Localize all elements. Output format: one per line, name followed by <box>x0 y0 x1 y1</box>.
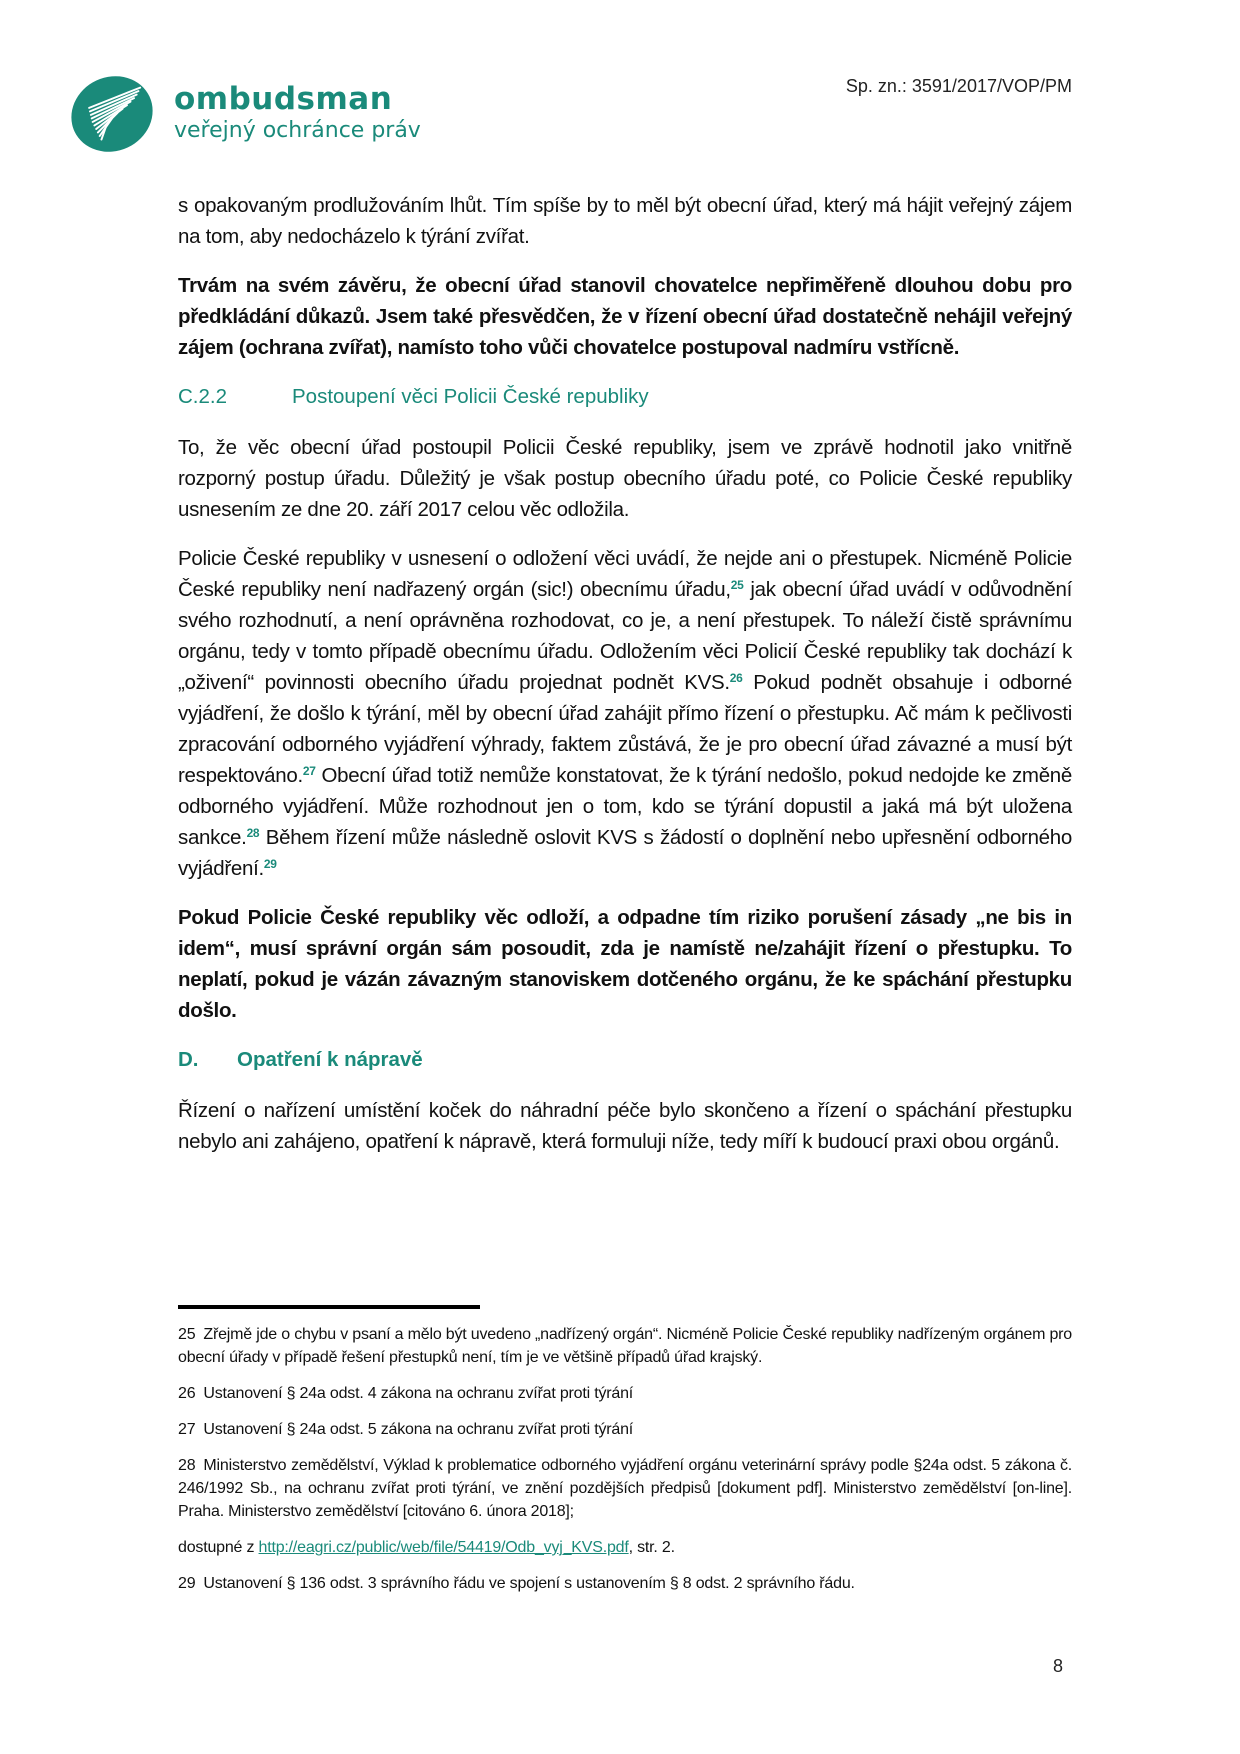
section-heading-c22 <box>178 381 1072 412</box>
footnote-25 <box>178 1323 1072 1369</box>
footnote-ref-29[interactable]: 29 <box>263 857 277 871</box>
paragraph-conclusion: Trvám na svém závěru, že obecní úřad stanovil chovatelce nepřiměřeně dlouhou dobu pro předkládání důkazů. Jsem také přesvědčen, že v řízení obecní úřad dostatečně nehájil veřejný zájem (ochrana zvířat), namísto toho vůči chovatelce postupoval nadmíru vstřícně. <box>178 274 1072 359</box>
footnote-separator <box>178 1305 480 1309</box>
footnote-text: dostupné z <box>178 1539 259 1556</box>
footnote-27 <box>178 1418 1072 1441</box>
logo-subtitle: veřejný ochránce práv <box>174 118 421 143</box>
section-number: D. <box>178 1048 199 1071</box>
paragraph-conclusion: Pokud Policie České republiky věc odloží, a odpadne tím riziko porušení zásady „ne bis in idem“, musí správní orgán sám posoudit, zda je namístě ne/zahájit řízení o přestupku. To neplatí, pokud je vázán závazným stanoviskem dotčeného orgánu, že ke spáchání přestupku došlo. <box>178 906 1072 1022</box>
footnote-number: 26 <box>178 1385 196 1402</box>
text-span: jak obecní úřad uvádí v odůvodnění svého rozhodnutí, a není oprávněna rozhodovat, co je, a není přestupek. To náleží čistě správnímu orgánu, tedy v tomto případě obecnímu úřadu. Odložením věci Policií České republiky tak dochází k „oživení“ povinnosti obecního úřadu projednat podnět KVS. <box>178 578 1072 694</box>
source-link[interactable]: http://eagri.cz/public/web/file/54419/Odb_vyj_KVS.pdf <box>258 1539 629 1556</box>
text-span: Policie České republiky v usnesení o odložení věci uvádí, že nejde ani o přestupek. Nicméně Policie České republiky není nadřazený orgán (sic!) obecnímu úřadu, <box>178 547 1072 601</box>
paragraph: s opakovaným prodlužováním lhůt. Tím spíše by to měl být obecní úřad, který má hájit veřejný zájem na tom, aby nedocházelo k týrání zvířat. <box>178 194 1072 248</box>
footnote-text: Ustanovení § 24a odst. 5 zákona na ochranu zvířat proti týrání <box>203 1421 634 1438</box>
footnote-28 <box>178 1454 1072 1523</box>
reference-number: Sp. zn.: 3591/2017/VOP/PM <box>845 76 1072 96</box>
text-span: Obecní úřad totiž nemůže konstatovat, že k týrání nedošlo, pokud nedojde ke změně odborného vyjádření. Může rozhodnout jen o tom, kdo se týrání dopustil a jaká má být uložena sankce. <box>178 764 1072 849</box>
text-span: Během řízení může následně oslovit KVS s žádostí o doplnění nebo upřesnění odborného vyjádření. <box>178 826 1072 880</box>
footnote-ref-25[interactable]: 25 <box>730 578 744 592</box>
footnote-text: Ustanovení § 24a odst. 4 zákona na ochranu zvířat proti týrání <box>203 1385 634 1402</box>
paragraph: Řízení o nařízení umístění koček do náhradní péče bylo skončeno a řízení o spáchání přestupku nebylo ani zahájeno, opatření k nápravě, která formuluji níže, tedy míří k budoucí praxi obou orgánů. <box>178 1099 1072 1153</box>
text-span: Pokud podnět obsahuje i odborné vyjádření, že došlo k týrání, měl by obecní úřad zahájit přímo řízení o přestupku. Ač mám k pečlivosti zpracování odborného vyjádření výhrady, faktem zůstává, že je pro obecní úřad závazné a musí být respektováno. <box>178 671 1072 787</box>
footnote-number: 29 <box>178 1575 196 1592</box>
footnote-ref-28[interactable]: 28 <box>246 826 260 840</box>
footnotes <box>178 1323 1072 1608</box>
footnote-28-source <box>178 1536 1072 1559</box>
section-title: Opatření k nápravě <box>237 1048 423 1071</box>
footnote-number: 25 <box>178 1326 196 1343</box>
footnote-number: 27 <box>178 1421 196 1438</box>
footnote-ref-27[interactable]: 27 <box>302 764 316 778</box>
main-content <box>178 190 1072 1175</box>
footnote-text: Zřejmě jde o chybu v psaní a mělo být uvedeno „nadřízený orgán“. Nicméně Policie České republiky nadřízeným orgánem pro obecní úřady v případě řešení přestupků není, tím je ve většině případů úřad krajský. <box>178 1326 1072 1366</box>
section-number: C.2.2 <box>178 385 227 408</box>
footnote-ref-26[interactable]: 26 <box>729 671 743 685</box>
footnote-26 <box>178 1382 1072 1405</box>
section-heading-d <box>178 1044 1072 1075</box>
ombudsman-logo <box>68 70 421 158</box>
footnote-text: Ministerstvo zemědělství, Výklad k problematice odborného vyjádření orgánu veterinární správy podle §24a odst. 5 zákona č. 246/1992 Sb., na ochranu zvířat proti týrání, ve znění pozdějších předpisů [dokument pdf]. Ministerstvo zemědělství [on-line]. Praha. Ministerstvo zemědělství [citováno 6. února 2018]; <box>178 1457 1072 1520</box>
footnote-text: , str. 2. <box>628 1539 675 1556</box>
footnote-29 <box>178 1572 1072 1595</box>
footnote-number: 28 <box>178 1457 196 1474</box>
paragraph-with-footnotes <box>178 543 1072 884</box>
footnote-text: Ustanovení § 136 odst. 3 správního řádu ve spojení s ustanovením § 8 odst. 2 správního řádu. <box>203 1575 855 1592</box>
paragraph: To, že věc obecní úřad postoupil Policii České republiky, jsem ve zprávě hodnotil jako vnitřně rozporný postup úřadu. Důležitý je však postup obecního úřadu poté, co Policie České republiky usnesením ze dne 20. září 2017 celou věc odložila. <box>178 436 1072 521</box>
ombudsman-emblem-icon <box>68 70 156 158</box>
logo-name: ombudsman <box>174 81 393 117</box>
page-number: 8 <box>1053 1656 1064 1676</box>
section-title: Postoupení věci Policii České republiky <box>292 385 649 408</box>
